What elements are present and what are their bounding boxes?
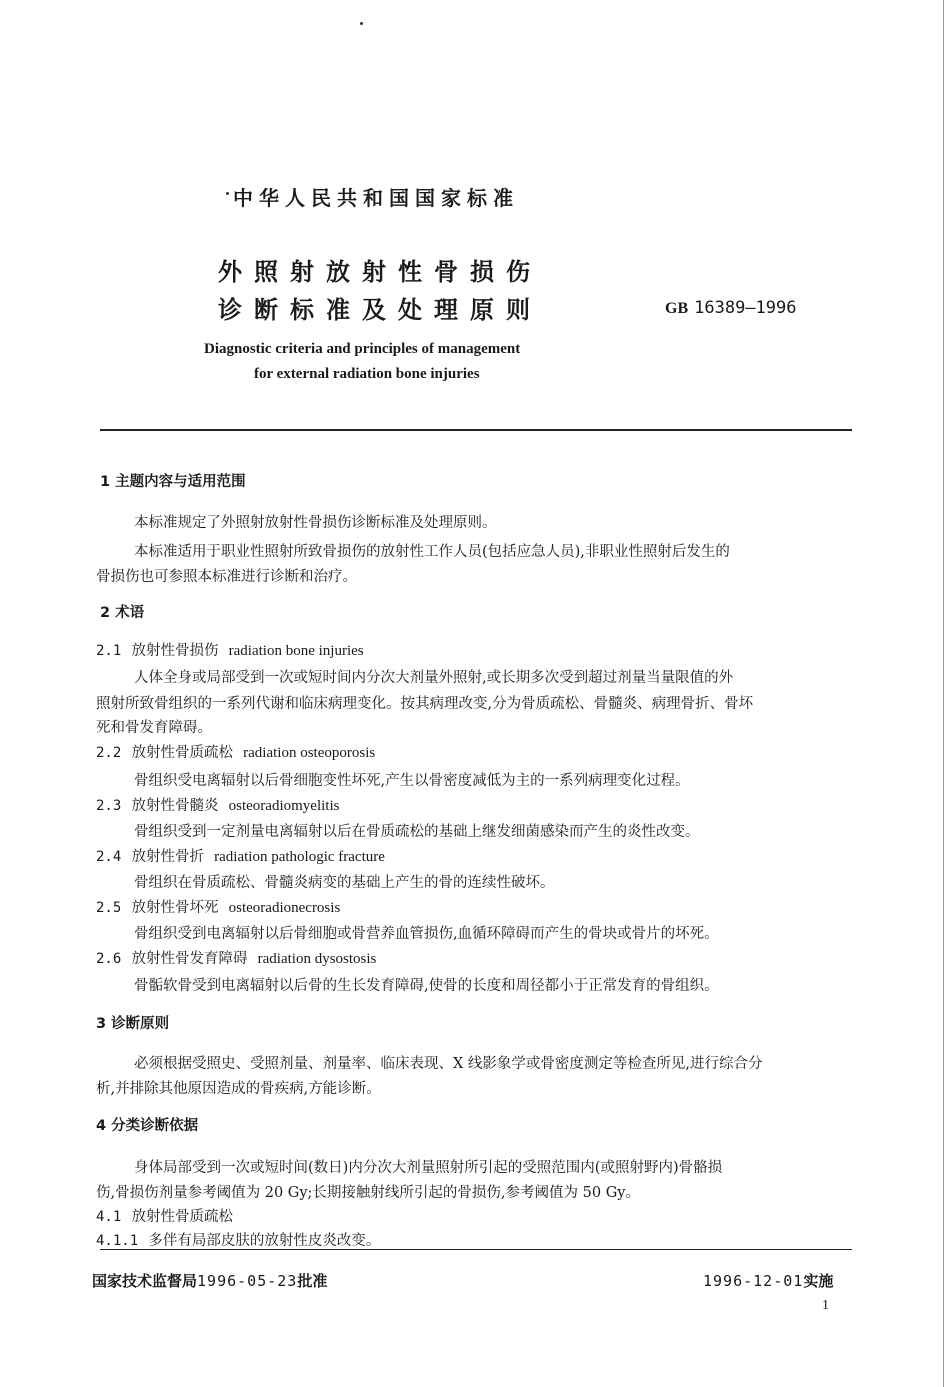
term-title: 放射性骨质疏松 [131,745,233,761]
subsection-4-1 [96,1205,233,1226]
term-english: radiation osteoporosis [243,745,376,761]
term-english: radiation bone injuries [228,643,364,659]
term-title: 放射性骨发育障碍 [131,951,248,967]
english-title-line-2: for external radiation bone injuries [254,366,480,382]
approval-info [92,1270,327,1291]
section-1-heading: 1 主题内容与适用范围 [100,474,246,490]
term-number: 2.4 [96,849,122,865]
subsection-4-1-1 [96,1229,380,1250]
standard-code-number: 16389—1996 [694,298,797,318]
term-2-1 [96,639,364,660]
term-english: radiation pathologic fracture [214,849,385,865]
term-number: 2.2 [96,745,122,761]
term-2-1-definition-line-3: 死和骨发育障碍。 [96,720,212,736]
section-1-paragraph-1: 本标准规定了外照射放射性骨损伤诊断标准及处理原则。 [134,515,497,531]
scan-speck [360,22,363,25]
title-line-2: 诊断标准及处理原则 [218,296,542,324]
standard-organization: 中华人民共和国国家标准 [233,186,519,210]
title-line-1: 外照射放射性骨损伤 [218,258,542,286]
footer-divider [100,1249,852,1250]
term-2-5 [96,896,340,917]
standard-code [665,298,796,318]
term-number: 2.5 [96,900,122,916]
term-2-2 [96,741,375,762]
term-2-1-definition-line-1: 人体全身或局部受到一次或短时间内分次大剂量外照射,或长期多次受到超过剂量当量限值的外 [134,670,734,686]
term-english: radiation dysostosis [257,951,377,967]
section-2-heading: 2 术语 [100,605,145,621]
issuing-authority: 国家技术监督局 [92,1272,198,1290]
term-2-3-definition: 骨组织受到一定剂量电离辐射以后在骨质疏松的基础上继发细菌感染而产生的炎性改变。 [134,824,700,840]
term-2-5-definition: 骨组织受到电离辐射以后骨细胞或骨营养血管损伤,血循环障碍而产生的骨块或骨片的坏死。 [134,926,719,942]
term-english: osteoradionecrosis [228,900,341,916]
section-1-paragraph-2-line-2: 骨损伤也可参照本标准进行诊断和治疗。 [96,569,357,585]
term-number: 2.6 [96,951,122,967]
term-title: 放射性骨髓炎 [131,798,219,814]
section-3-heading: 3 诊断原则 [96,1016,170,1032]
term-number: 2.1 [96,643,122,659]
term-2-3 [96,794,339,815]
term-title: 放射性骨坏死 [131,900,219,916]
term-number: 2.3 [96,798,122,814]
term-2-1-definition-line-2: 照射所致骨组织的一系列代谢和临床病理变化。按其病理改变,分为骨质疏松、骨髓炎、病理骨折、骨坏 [96,696,754,712]
term-2-6-definition: 骨骺软骨受到电离辐射以后骨的生长发育障碍,使骨的长度和周径都小于正常发育的骨组织。 [134,978,719,994]
subsection-number: 4.1.1 [96,1233,139,1249]
term-2-4-definition: 骨组织在骨质疏松、骨髓炎病变的基础上产生的骨的连续性破坏。 [134,875,555,891]
scan-edge-line [943,0,944,1387]
term-2-6 [96,947,376,968]
effective-label: 实施 [803,1272,834,1290]
section-4-heading: 4 分类诊断依据 [96,1118,199,1134]
header-divider [100,429,852,431]
term-2-2-definition: 骨组织受电离辐射以后骨细胞变性坏死,产生以骨密度减低为主的一系列病理变化过程。 [134,773,690,789]
section-1-paragraph-2-line-1: 本标准适用于职业性照射所致骨损伤的放射性工作人员(包括应急人员),非职业性照射后发生的 [134,544,730,560]
subsection-title: 放射性骨质疏松 [131,1209,233,1225]
section-3-paragraph-line-1: 必须根据受照史、受照剂量、剂量率、临床表现、X 线影象学或骨密度测定等检查所见,进行综合分 [134,1056,763,1072]
term-2-4 [96,845,385,866]
scan-speck [226,192,229,195]
section-4-paragraph-line-1: 身体局部受到一次或短时间(数日)内分次大剂量照射所引起的受照范围内(或照射野内)骨骼损 [134,1160,723,1176]
approval-label: 批准 [297,1272,328,1290]
approval-date: 1996-05-23 [197,1272,298,1290]
term-title: 放射性骨折 [131,849,204,865]
english-title-line-1: Diagnostic criteria and principles of management [204,341,521,357]
subsection-text: 多伴有局部皮肤的放射性皮炎改变。 [148,1233,381,1249]
subsection-number: 4.1 [96,1209,122,1225]
term-title: 放射性骨损伤 [131,643,219,659]
section-3-paragraph-line-2: 析,并排除其他原因造成的骨疾病,方能诊断。 [96,1081,381,1097]
term-english: osteoradiomyelitis [228,798,340,814]
standard-code-prefix: GB [665,300,689,317]
effective-info [703,1270,833,1291]
page-number: 1 [822,1298,829,1313]
section-4-paragraph-line-2: 伤,骨损伤剂量参考阈值为 20 Gy;长期接触射线所引起的骨损伤,参考阈值为 50 Gy。 [96,1185,640,1201]
effective-date: 1996-12-01 [703,1272,804,1290]
